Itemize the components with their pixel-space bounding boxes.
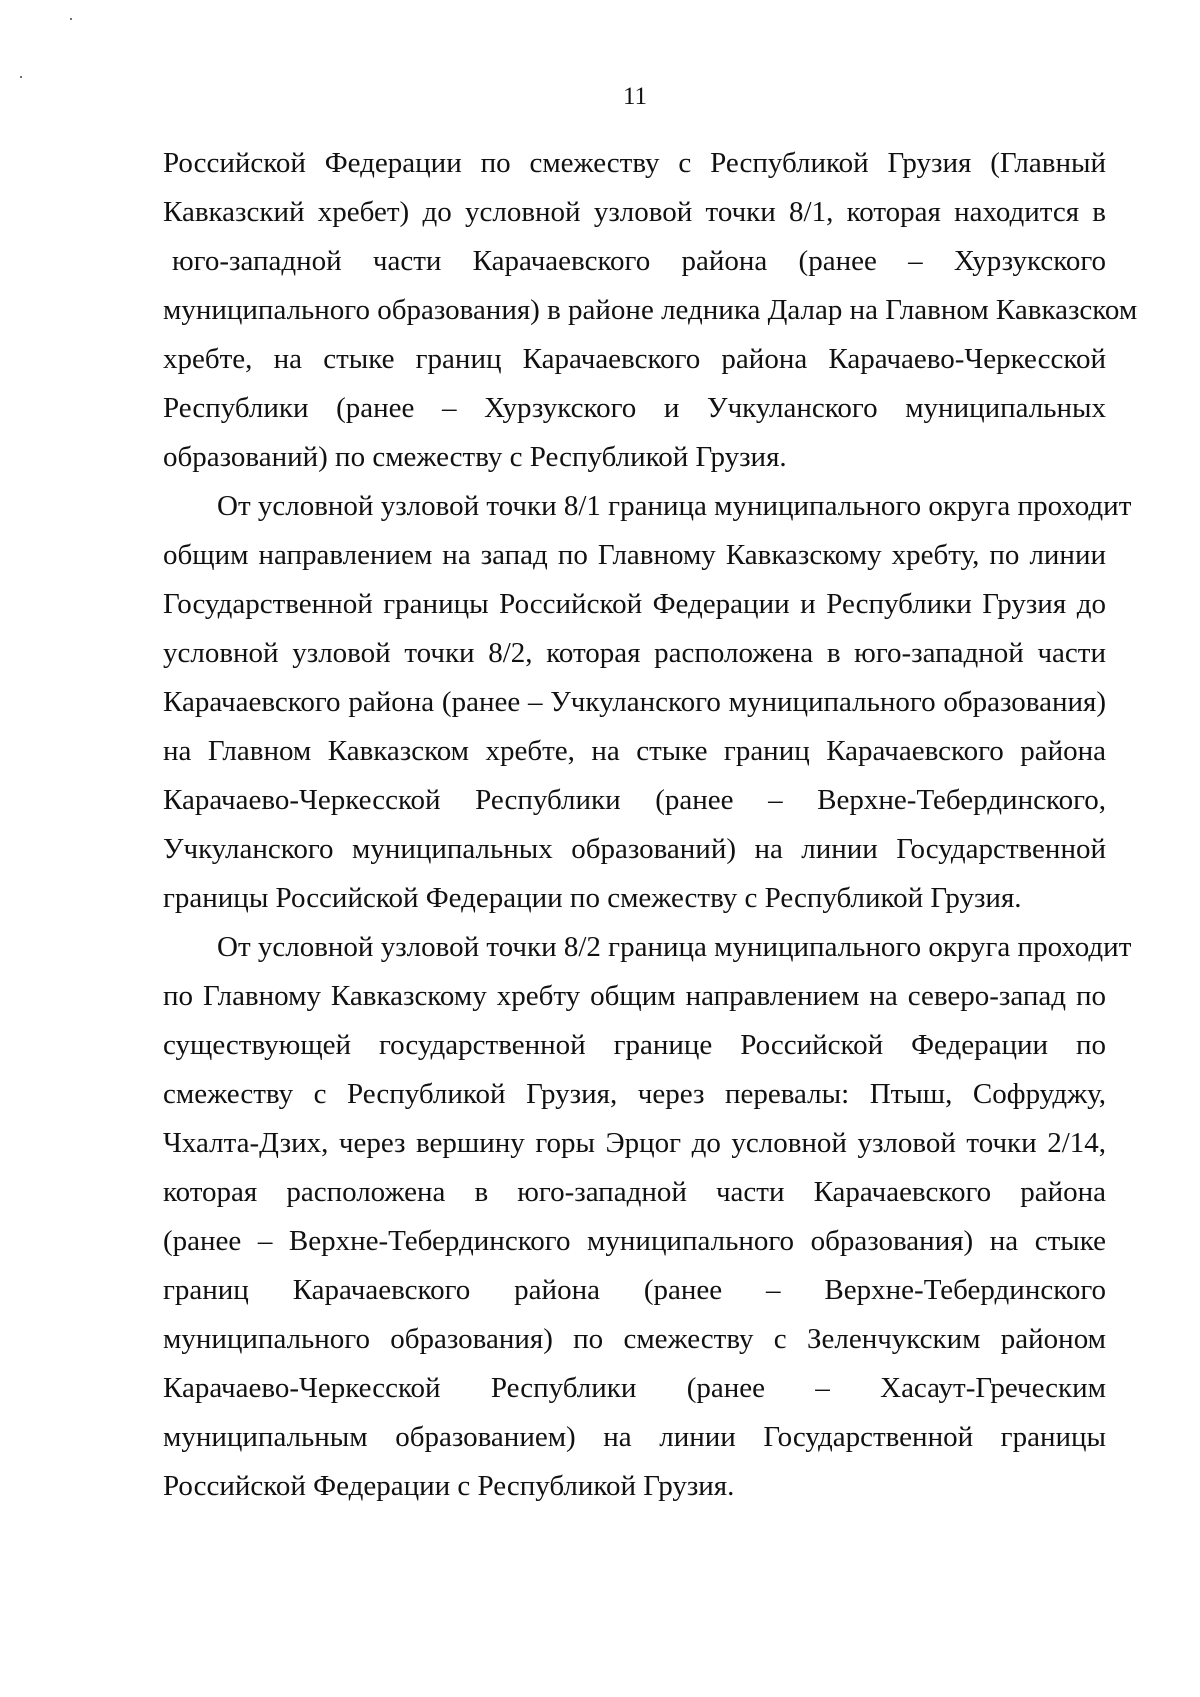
text-line: Чхалта-Дзих, через вершину горы Эрцог до условной узловой точки 2/14, [163,1127,1106,1159]
document-body [163,139,1138,1511]
text-line: От условной узловой точки 8/1 граница муниципального округа проходит [217,490,1132,522]
text-line: по Главному Кавказскому хребту общим направлением на северо-запад по [163,980,1106,1012]
text-line: Российской Федерации по смежеству с Республикой Грузия (Главный [163,147,1106,179]
scan-speck [70,18,72,20]
text-line: Кавказский хребет) до условной узловой точки 8/1, которая находится в [163,196,1106,228]
paragraph-3 [163,923,1132,1511]
text-line: границы Российской Федерации по смежеству с Республикой Грузия. [163,882,1022,914]
text-line: на Главном Кавказском хребте, на стыке границ Карачаевского района [163,735,1106,767]
text-line: Карачаевского района (ранее – Учкуланского муниципального образования) [163,686,1106,718]
text-line: муниципального образования) в районе ледника Далар на Главном Кавказском [163,294,1138,326]
scan-speck [20,76,22,78]
text-line: муниципальным образованием) на линии Государственной границы [163,1421,1106,1453]
text-line: От условной узловой точки 8/2 граница муниципального округа проходит [217,931,1132,963]
page-number: 11 [622,83,648,110]
text-line: границ Карачаевского района (ранее – Верхне-Тебердинского [163,1274,1106,1306]
text-line: муниципального образования) по смежеству с Зеленчукским районом [163,1323,1106,1355]
text-line: Республики (ранее – Хурзукского и Учкуланского муниципальных [163,392,1106,424]
text-line: Учкуланского муниципальных образований) на линии Государственной [163,833,1106,865]
text-line: смежеству с Республикой Грузия, через перевалы: Птыш, Софруджу, [163,1078,1106,1110]
text-line: которая расположена в юго-западной части Карачаевского района [163,1176,1106,1208]
text-line: Карачаево-Черкесской Республики (ранее – Хасаут-Греческим [163,1372,1106,1404]
text-line: хребте, на стыке границ Карачаевского района Карачаево-Черкесской [163,343,1106,375]
paragraph-2 [163,482,1132,923]
text-line: существующей государственной границе Российской Федерации по [163,1029,1106,1061]
text-line: образований) по смежеству с Республикой Грузия. [163,441,787,473]
text-line: Государственной границы Российской Федерации и Республики Грузия до [163,588,1106,620]
text-line: Российской Федерации с Республикой Грузия. [163,1470,735,1502]
paragraph-1 [163,139,1138,482]
text-line: юго-западной части Карачаевского района (ранее – Хурзукского [172,245,1106,277]
text-line: общим направлением на запад по Главному Кавказскому хребту, по линии [163,539,1106,571]
text-line: (ранее – Верхне-Тебердинского муниципального образования) на стыке [163,1225,1106,1257]
text-line: Карачаево-Черкесской Республики (ранее – Верхне-Тебердинского, [163,784,1106,816]
text-line: условной узловой точки 8/2, которая расположена в юго-западной части [163,637,1106,669]
